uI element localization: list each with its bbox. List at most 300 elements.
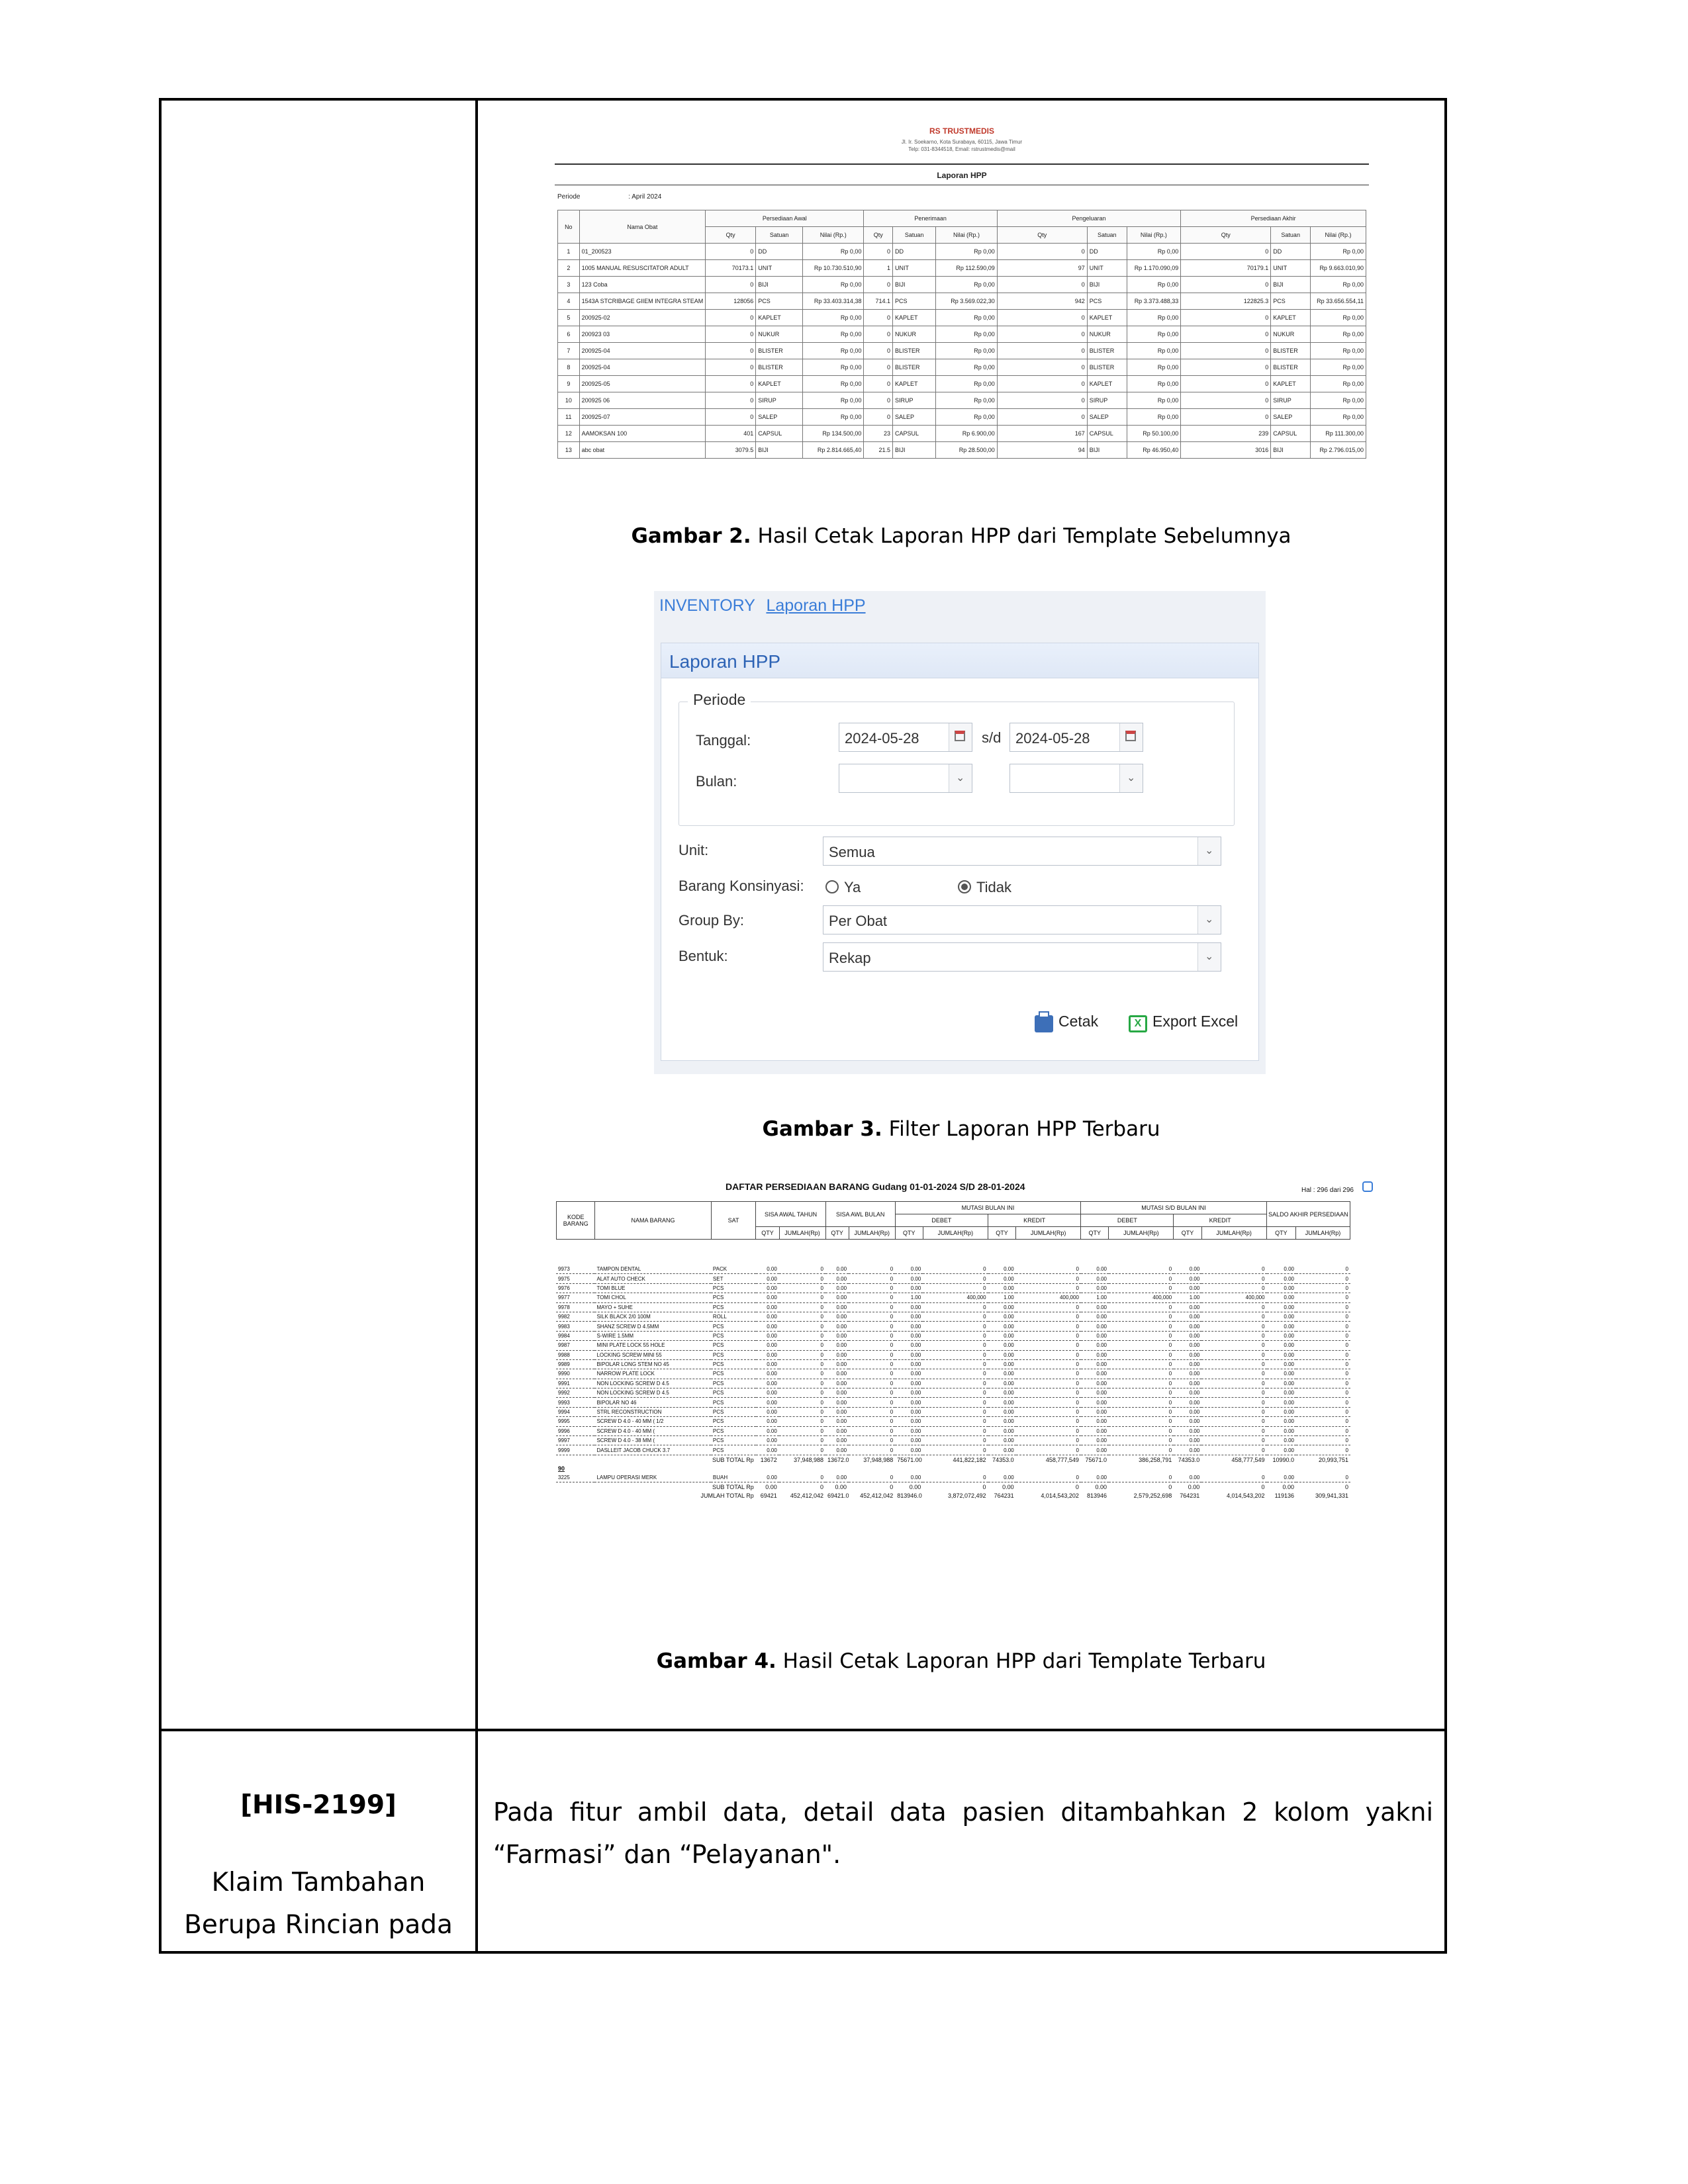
tanggal-from-input[interactable] — [839, 723, 972, 752]
table-cell: 0 — [849, 1473, 895, 1482]
table-cell: Rp 0,00 — [802, 409, 864, 426]
table-cell: 0 — [1016, 1283, 1081, 1293]
table-cell: MINI PLATE LOCK 55 HOLE — [594, 1341, 710, 1350]
table-cell: 0 — [1201, 1350, 1266, 1359]
table-cell: 3 — [558, 277, 580, 293]
table-cell: 0.00 — [988, 1436, 1016, 1445]
table-cell: 9987 — [556, 1341, 594, 1350]
table-cell: 1543A STCRIBAGE GIIEM INTEGRA STEAM — [579, 293, 705, 310]
subheader-cell: Qty — [997, 227, 1087, 244]
table-cell: SHANZ SCREW D 4.5MM — [594, 1322, 710, 1331]
table-cell: 0.00 — [825, 1274, 849, 1283]
printer-icon — [1035, 1015, 1053, 1032]
subheader-cell: Nilai (Rp.) — [1127, 227, 1181, 244]
table-cell: 0 — [1201, 1445, 1266, 1455]
table-cell: Rp 0,00 — [936, 343, 998, 359]
table-cell: NON LOCKING SCREW D 4.5 — [594, 1388, 710, 1398]
table-cell: TAMPON DENTAL — [594, 1265, 710, 1274]
ticket-title-line-1: Klaim Tambahan — [211, 1868, 426, 1897]
report-period — [557, 193, 661, 201]
table-cell: 0 — [1296, 1359, 1350, 1369]
table-cell: 0 — [779, 1417, 825, 1426]
table-border-left — [159, 98, 162, 1954]
table-cell: PCS — [711, 1417, 756, 1426]
table-cell: SIRUP — [892, 392, 935, 409]
table-cell: Rp 0,00 — [936, 310, 998, 326]
old-hpp-report-image — [555, 122, 1369, 485]
table-cell: 0.00 — [895, 1341, 923, 1350]
table-cell: 200925-05 — [579, 376, 705, 392]
table-cell: 0.00 — [1081, 1359, 1109, 1369]
table-cell: Rp 0,00 — [1311, 277, 1366, 293]
table-cell: 0.00 — [1081, 1369, 1109, 1379]
subheader-cell: Qty — [1181, 227, 1271, 244]
table-cell: 1 — [864, 260, 893, 277]
table-cell: 0 — [1109, 1312, 1174, 1321]
table-cell: 0 — [1109, 1359, 1174, 1369]
subheader-cell: JUMLAH(Rp) — [1201, 1227, 1266, 1240]
table-cell: 401 — [706, 426, 756, 442]
table-cell: PCS — [711, 1388, 756, 1398]
dropdown-button[interactable] — [1197, 906, 1221, 934]
table-cell: 0 — [779, 1302, 825, 1312]
table-cell: Rp 3.569.022,30 — [936, 293, 998, 310]
subheader-cell: JUMLAH(Rp) — [779, 1227, 825, 1240]
dropdown-button[interactable] — [1119, 764, 1143, 792]
table-cell: 0.00 — [1081, 1445, 1109, 1455]
table-cell: PCS — [711, 1283, 756, 1293]
table-cell: 0.00 — [825, 1473, 849, 1482]
table-cell: 0 — [779, 1265, 825, 1274]
table-cell: 0.00 — [1174, 1322, 1201, 1331]
laporan-hpp-panel — [661, 643, 1259, 1061]
table-cell: 0 — [1201, 1436, 1266, 1445]
table-cell: 239 — [1181, 426, 1271, 442]
table-cell: 0.00 — [895, 1426, 923, 1435]
table-cell: 9983 — [556, 1322, 594, 1331]
table-cell: 0 — [1296, 1398, 1350, 1407]
table-cell: 0.00 — [1174, 1359, 1201, 1369]
table-cell: 23 — [864, 426, 893, 442]
radio-ya[interactable] — [825, 880, 839, 893]
table-cell: 0 — [1016, 1302, 1081, 1312]
table-cell: BIJI — [1271, 442, 1311, 459]
table-cell: 0 — [1201, 1426, 1266, 1435]
table-cell: 0 — [997, 392, 1087, 409]
table-cell: 0 — [864, 409, 893, 426]
table-cell: 0.00 — [1267, 1322, 1296, 1331]
old-report-table — [557, 210, 1366, 459]
group-row — [556, 1464, 1350, 1473]
table-cell: 0.00 — [1174, 1426, 1201, 1435]
table-cell: 942 — [997, 293, 1087, 310]
table-cell: 0 — [1016, 1369, 1081, 1379]
col-kode: KODE BARANG — [557, 1202, 595, 1240]
chevron-down-icon: ⌄ — [1205, 951, 1214, 962]
table-cell: 0.00 — [1174, 1379, 1201, 1388]
tanggal-to-value: 2024-05-28 — [1015, 730, 1090, 747]
table-cell: 200925 06 — [579, 392, 705, 409]
table-cell: AAMOKSAN 100 — [579, 426, 705, 442]
table-row — [556, 1350, 1350, 1359]
subheader-cell: Satuan — [1271, 227, 1311, 244]
table-cell: 1 — [558, 244, 580, 260]
figure-4-caption — [478, 1649, 1444, 1673]
table-row — [556, 1436, 1350, 1445]
table-cell: Rp 0,00 — [1311, 392, 1366, 409]
table-cell: 0 — [997, 409, 1087, 426]
table-cell: 0 — [849, 1331, 895, 1340]
table-row — [556, 1473, 1350, 1482]
table-cell: 0.00 — [756, 1283, 779, 1293]
report-title: DAFTAR PERSEDIAAN BARANG Gudang 01-01-2024 S/D 28-01-2024 — [726, 1181, 1025, 1192]
table-cell: 0.00 — [1081, 1388, 1109, 1398]
group-header: Persediaan Awal — [706, 210, 864, 227]
table-cell: 0.00 — [1081, 1341, 1109, 1350]
table-cell: 0 — [923, 1398, 988, 1407]
calendar-button[interactable] — [1119, 723, 1143, 751]
table-cell: PCS — [711, 1350, 756, 1359]
table-cell: 200925-04 — [579, 359, 705, 376]
table-cell: Rp 33.403.314,38 — [802, 293, 864, 310]
table-cell: TOMI BLUE — [594, 1283, 710, 1293]
subheader-cell: QTY — [1266, 1227, 1295, 1240]
table-cell: PCS — [711, 1436, 756, 1445]
subheader-cell: QTY — [988, 1227, 1015, 1240]
table-row — [556, 1407, 1350, 1416]
table-cell: 0 — [779, 1341, 825, 1350]
table-cell: 0 — [1296, 1265, 1350, 1274]
table-cell: 0.00 — [756, 1302, 779, 1312]
table-cell: 0.00 — [756, 1265, 779, 1274]
table-cell: PCS — [711, 1369, 756, 1379]
table-cell: 0 — [1016, 1322, 1081, 1331]
table-cell: BIPOLAR NO 46 — [594, 1398, 710, 1407]
table-cell: 0 — [779, 1369, 825, 1379]
table-cell: 0 — [1296, 1322, 1350, 1331]
summary-label: SUB TOTAL Rp — [712, 1456, 754, 1463]
table-cell: LOCKING SCREW MINI 55 — [594, 1350, 710, 1359]
table-cell: 0.00 — [1267, 1283, 1296, 1293]
table-cell: BLISTER — [756, 359, 803, 376]
table-cell: 0 — [1016, 1407, 1081, 1416]
table-cell: 0 — [1181, 409, 1271, 426]
table-cell: 11 — [558, 409, 580, 426]
table-row — [556, 1369, 1350, 1379]
table-cell: NARROW PLATE LOCK — [594, 1369, 710, 1379]
table-cell: 0.00 — [756, 1417, 779, 1426]
table-cell: 0 — [779, 1388, 825, 1398]
table-cell: 0.00 — [988, 1265, 1016, 1274]
konsinyasi-label: Barang Konsinyasi: — [679, 878, 804, 894]
col-sisa-bulan: SISA AWL BULAN — [825, 1202, 895, 1227]
table-cell: 0.00 — [895, 1407, 923, 1416]
table-cell: BLISTER — [1271, 359, 1311, 376]
table-row — [558, 326, 1366, 343]
summary-cell: 75671.0 — [1085, 1456, 1107, 1463]
table-cell: PCS — [711, 1426, 756, 1435]
table-cell: 0.00 — [895, 1398, 923, 1407]
table-cell: 0 — [1201, 1274, 1266, 1283]
table-row — [556, 1388, 1350, 1398]
summary-cell: 441,822,182 — [953, 1456, 986, 1463]
export-excel-button[interactable] — [1129, 1013, 1238, 1030]
unit-select[interactable] — [823, 837, 1221, 866]
bulan-from-select[interactable] — [839, 764, 972, 793]
table-cell: 0 — [1016, 1341, 1081, 1350]
table-cell: 0 — [1181, 392, 1271, 409]
ticket-id: [HIS-2199] — [240, 1790, 397, 1820]
table-cell: 0 — [779, 1274, 825, 1283]
table-cell: PCS — [756, 293, 803, 310]
table-cell: 0 — [849, 1398, 895, 1407]
table-cell: 0 — [1109, 1331, 1174, 1340]
table-cell: 0.00 — [1267, 1426, 1296, 1435]
tanggal-to-input[interactable] — [1009, 723, 1143, 752]
breadcrumb-inventory[interactable]: INVENTORY — [659, 596, 755, 615]
table-cell: 0 — [1016, 1350, 1081, 1359]
table-cell: 0 — [849, 1274, 895, 1283]
summary-cell: 0 — [982, 1483, 986, 1490]
table-cell: 0.00 — [895, 1350, 923, 1359]
subheader-cell: QTY — [895, 1227, 923, 1240]
table-cell: 0 — [1109, 1341, 1174, 1350]
table-cell: 0 — [1296, 1388, 1350, 1398]
table-cell: 0 — [997, 376, 1087, 392]
table-cell: 714.1 — [864, 293, 893, 310]
table-cell: 0 — [706, 376, 756, 392]
table-cell: 0.00 — [1267, 1369, 1296, 1379]
table-cell: 0.00 — [895, 1359, 923, 1369]
table-cell: BLISTER — [1087, 359, 1127, 376]
subheader-cell: QTY — [756, 1227, 779, 1240]
table-cell: 9994 — [556, 1407, 594, 1416]
unit-label: Unit: — [679, 842, 709, 858]
table-cell: 0 — [779, 1293, 825, 1302]
table-cell: 9991 — [556, 1379, 594, 1388]
table-row — [558, 359, 1366, 376]
table-cell: 9989 — [556, 1359, 594, 1369]
table-cell: NON LOCKING SCREW D 4.5 — [594, 1379, 710, 1388]
groupby-value: Per Obat — [829, 913, 888, 929]
table-cell: 0.00 — [895, 1331, 923, 1340]
table-cell: 0 — [779, 1473, 825, 1482]
summary-cell: 0 — [1344, 1483, 1348, 1490]
table-cell: Rp 0,00 — [1127, 376, 1181, 392]
table-cell: TOMI CHOL — [594, 1293, 710, 1302]
table-cell: 0 — [849, 1322, 895, 1331]
table-cell: Rp 0,00 — [802, 326, 864, 343]
table-cell: 0.00 — [895, 1436, 923, 1445]
table-cell: 0 — [1201, 1322, 1266, 1331]
table-cell: 0 — [923, 1350, 988, 1359]
table-cell: 0.00 — [825, 1407, 849, 1416]
periode-legend: Periode — [688, 691, 751, 709]
table-cell: Rp 50.100,00 — [1127, 426, 1181, 442]
table-cell: 0.00 — [756, 1341, 779, 1350]
table-cell: 9976 — [556, 1283, 594, 1293]
table-cell: 0 — [864, 277, 893, 293]
table-cell: SILK BLACK 2/0 100M — [594, 1312, 710, 1321]
table-cell: 0 — [849, 1302, 895, 1312]
table-cell: 0 — [1201, 1359, 1266, 1369]
table-cell: 0 — [1296, 1407, 1350, 1416]
table-cell: BIPOLAR LONG STEM NO 45 — [594, 1359, 710, 1369]
table-cell: 0.00 — [1267, 1302, 1296, 1312]
table-cell: KAPLET — [756, 376, 803, 392]
table-cell: SET — [711, 1274, 756, 1283]
table-cell: 0 — [923, 1369, 988, 1379]
table-cell: 0 — [923, 1407, 988, 1416]
summary-cell: 4,014,543,202 — [1226, 1492, 1265, 1500]
table-cell: 0 — [1109, 1265, 1174, 1274]
table-cell: 0 — [779, 1426, 825, 1435]
table-cell: 0 — [864, 392, 893, 409]
table-cell: 0.00 — [1174, 1436, 1201, 1445]
table-cell: 0.00 — [1267, 1274, 1296, 1283]
summary-row — [556, 1455, 1350, 1464]
table-cell: 70173.1 — [706, 260, 756, 277]
table-cell: 0.00 — [988, 1426, 1016, 1435]
subheader-cell: QTY — [825, 1227, 849, 1240]
table-cell: 0 — [1181, 343, 1271, 359]
table-cell: 0.00 — [825, 1426, 849, 1435]
bentuk-select[interactable] — [823, 942, 1221, 972]
table-cell: 0 — [1109, 1426, 1174, 1435]
table-cell: 5 — [558, 310, 580, 326]
cetak-button[interactable] — [1035, 1013, 1098, 1030]
table-cell: 0.00 — [988, 1350, 1016, 1359]
table-cell: 0.00 — [1081, 1379, 1109, 1388]
summary-cell: 0.00 — [909, 1483, 921, 1490]
table-cell: 0 — [1109, 1388, 1174, 1398]
table-cell: Rp 112.590,09 — [936, 260, 998, 277]
table-cell: Rp 0,00 — [1127, 310, 1181, 326]
table-cell: 0 — [1201, 1473, 1266, 1482]
table-cell: UNIT — [1087, 260, 1127, 277]
table-row — [556, 1274, 1350, 1283]
table-cell: 0.00 — [1081, 1473, 1109, 1482]
table-cell: SIRUP — [1087, 392, 1127, 409]
bentuk-label: Bentuk: — [679, 948, 728, 964]
table-cell: 0.00 — [825, 1350, 849, 1359]
table-cell: 0 — [1016, 1331, 1081, 1340]
table-cell: 0 — [997, 244, 1087, 260]
table-cell: 9990 — [556, 1369, 594, 1379]
table-cell: 0 — [849, 1417, 895, 1426]
dropdown-button[interactable] — [1197, 943, 1221, 971]
subheader-cell: Satuan — [892, 227, 935, 244]
table-cell: Rp 0,00 — [802, 310, 864, 326]
breadcrumb — [659, 596, 866, 615]
table-row — [556, 1283, 1350, 1293]
table-cell: 0 — [706, 359, 756, 376]
col-nama: NAMA BARANG — [595, 1202, 711, 1240]
table-cell: 0.00 — [1267, 1359, 1296, 1369]
unit-value: Semua — [829, 844, 875, 860]
table-cell: Rp 46.950,40 — [1127, 442, 1181, 459]
table-cell: BLISTER — [756, 343, 803, 359]
table-cell: 9982 — [556, 1312, 594, 1321]
table-cell: 0 — [1109, 1379, 1174, 1388]
table-cell: 0.00 — [1267, 1341, 1296, 1350]
table-cell: 0.00 — [756, 1436, 779, 1445]
dropdown-button[interactable] — [1197, 837, 1221, 865]
table-cell: 0.00 — [1174, 1350, 1201, 1359]
table-cell: ROLL — [711, 1312, 756, 1321]
table-cell: 0.00 — [1267, 1388, 1296, 1398]
table-cell: 0.00 — [1267, 1407, 1296, 1416]
table-cell: 0 — [1201, 1331, 1266, 1340]
table-cell: 0 — [849, 1359, 895, 1369]
table-cell: 0.00 — [1267, 1379, 1296, 1388]
subheader-cell: Nilai (Rp.) — [802, 227, 864, 244]
bulan-to-select[interactable] — [1009, 764, 1143, 793]
table-cell: 0 — [1296, 1350, 1350, 1359]
caption-label: Gambar 4. — [656, 1649, 776, 1673]
table-cell: 0 — [1109, 1407, 1174, 1416]
table-cell: 0 — [1201, 1341, 1266, 1350]
table-cell: 0 — [1016, 1312, 1081, 1321]
table-cell: 0 — [779, 1350, 825, 1359]
table-cell: 0.00 — [756, 1359, 779, 1369]
table-cell: 0 — [849, 1379, 895, 1388]
report-title: Laporan HPP — [937, 171, 987, 180]
chevron-down-icon: ⌄ — [1205, 914, 1214, 925]
groupby-select[interactable] — [823, 905, 1221, 934]
table-cell: PCS — [711, 1302, 756, 1312]
table-cell: Rp 0,00 — [1311, 244, 1366, 260]
table-cell: PCS — [711, 1293, 756, 1302]
table-cell: 0 — [1201, 1265, 1266, 1274]
address-line-2: Telp: 031-8344518, Email: rstrustmedis@mail — [908, 146, 1015, 152]
subheader-cell: JUMLAH(Rp) — [1016, 1227, 1081, 1240]
table-cell: 0.00 — [825, 1445, 849, 1455]
chevron-down-icon: ⌄ — [1205, 845, 1214, 856]
radio-tidak[interactable] — [958, 880, 971, 893]
table-cell: 0.00 — [756, 1293, 779, 1302]
dropdown-button[interactable] — [949, 764, 972, 792]
table-cell: 0 — [1016, 1274, 1081, 1283]
table-cell: 0 — [1201, 1312, 1266, 1321]
summary-cell: 813946.0 — [897, 1492, 922, 1500]
table-cell: 0.00 — [1081, 1436, 1109, 1445]
table-cell: 0 — [864, 310, 893, 326]
table-cell: BIJI — [892, 277, 935, 293]
table-cell: 0 — [779, 1445, 825, 1455]
summary-cell: 0.00 — [765, 1483, 777, 1490]
table-cell: 0 — [1296, 1274, 1350, 1283]
table-cell: 0.00 — [1174, 1407, 1201, 1416]
table-cell: PCS — [1087, 293, 1127, 310]
calendar-button[interactable] — [949, 723, 972, 751]
summary-cell: 0.00 — [1282, 1483, 1294, 1490]
table-cell: 70179.1 — [1181, 260, 1271, 277]
col-nama-obat: Nama Obat — [579, 210, 705, 244]
table-cell: 0.00 — [988, 1398, 1016, 1407]
table-cell: 0.00 — [988, 1369, 1016, 1379]
table-cell: 0.00 — [1267, 1293, 1296, 1302]
subheader-cell: Qty — [706, 227, 756, 244]
breadcrumb-laporan-hpp[interactable]: Laporan HPP — [766, 596, 866, 615]
table-cell: 0.00 — [825, 1379, 849, 1388]
address-line-1: Jl. Ir. Soekarno, Kota Surabaya, 60115, Jawa Timur — [901, 139, 1023, 145]
table-cell: 0 — [779, 1322, 825, 1331]
subheader-cell: JUMLAH(Rp) — [923, 1227, 988, 1240]
subheader-cell: JUMLAH(Rp) — [849, 1227, 895, 1240]
table-cell: 400,000 — [1016, 1293, 1081, 1302]
table-cell: Rp 0,00 — [1311, 310, 1366, 326]
